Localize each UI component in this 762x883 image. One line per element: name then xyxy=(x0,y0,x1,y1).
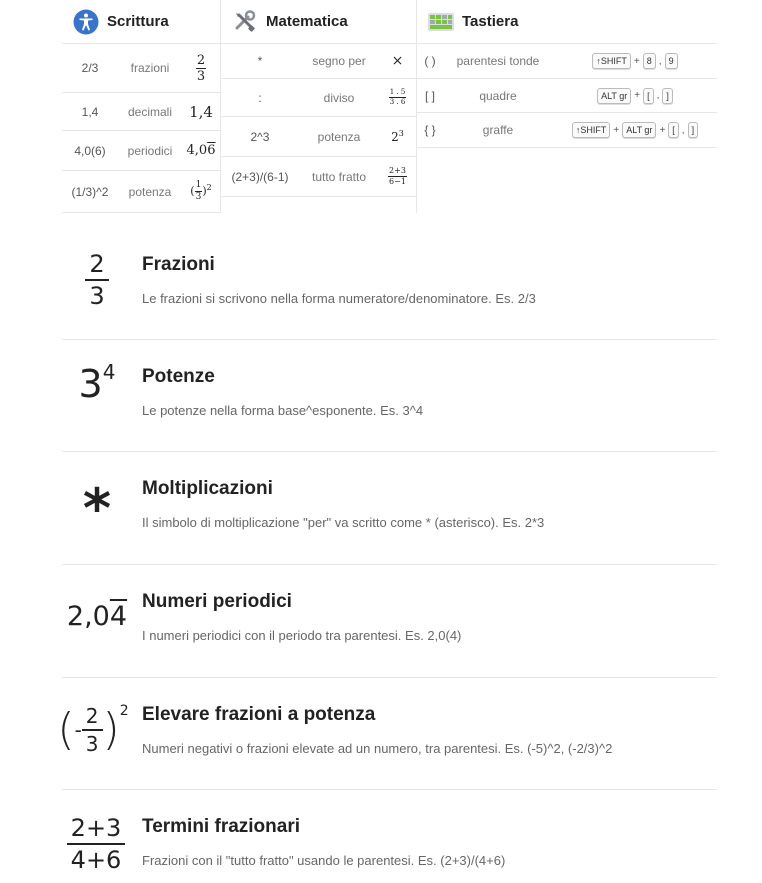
row-input: 1,4 xyxy=(81,104,99,119)
keyboard-icon xyxy=(427,8,455,36)
accessibility-icon xyxy=(72,8,100,36)
table-row xyxy=(62,171,220,213)
row-label: decimali xyxy=(127,104,172,119)
item-description: Numeri negativi o frazioni elevate ad un numero, tra parentesi. Es. (-5)^2, (-2/3)^2 xyxy=(142,741,613,756)
item-description: I numeri periodici con il periodo tra parentesi. Es. 2,0(4) xyxy=(142,628,462,643)
row-label: diviso xyxy=(323,90,355,105)
symbol-exponent: 4 xyxy=(102,360,116,384)
row-label: parentesi tonde xyxy=(456,54,540,68)
row-input: (1/3)^2 xyxy=(71,184,109,199)
scrittura-column xyxy=(62,0,220,213)
row-label: tutto fratto xyxy=(311,169,367,184)
row-result: × xyxy=(391,53,404,69)
key-plus: + xyxy=(613,124,620,136)
symbol-denominator: 3 xyxy=(85,732,99,756)
key-altgr: ALT gr xyxy=(622,122,656,138)
symbol-numerator: 2 xyxy=(82,706,103,731)
key-plus: + xyxy=(659,124,666,136)
compound-fraction-symbol xyxy=(56,814,136,872)
key-combo xyxy=(553,122,717,138)
scrittura-title: Scrittura xyxy=(107,13,169,30)
key-9: 9 xyxy=(665,53,678,69)
row-label: potenza xyxy=(317,129,361,144)
key-open-bracket: [ xyxy=(668,122,679,138)
key-combo xyxy=(553,88,717,104)
result-denominator: 3 . 6 xyxy=(389,98,406,106)
key-altgr: ALT gr xyxy=(597,88,631,104)
result-exponent: 2 xyxy=(206,182,212,192)
row-input: : xyxy=(258,90,262,105)
symbol-period: 4 xyxy=(109,601,128,632)
item-description: Il simbolo di moltiplicazione "per" va scritto come * (asterisco). Es. 2*3 xyxy=(142,515,545,530)
result-exponent: 3 xyxy=(398,129,404,138)
symbol-denominator: 4+6 xyxy=(70,846,122,874)
list-item-frazioni xyxy=(62,228,717,340)
row-input: 4,0(6) xyxy=(74,143,106,158)
table-row xyxy=(417,79,717,113)
item-title: Frazioni xyxy=(142,254,215,275)
item-description: Frazioni con il "tutto fratto" usando le parentesi. Es. (2+3)/(4+6) xyxy=(142,853,506,868)
row-label: quadre xyxy=(479,88,517,103)
item-title: Termini frazionari xyxy=(142,816,301,837)
result-denominator: 3 xyxy=(196,68,206,84)
symbol-numerator: 2+3 xyxy=(67,816,126,845)
result-numerator: 1 xyxy=(195,180,202,190)
key-separator: , xyxy=(656,90,660,101)
row-input: 2^3 xyxy=(250,129,270,144)
key-close-bracket: ] xyxy=(688,122,699,138)
result-numerator: 2 xyxy=(196,52,206,68)
symbol-open-paren: ( xyxy=(57,704,75,755)
tools-icon xyxy=(231,8,259,36)
symbol-minus: - xyxy=(74,718,82,742)
key-plus: + xyxy=(633,55,640,67)
power-symbol xyxy=(62,360,132,406)
key-separator: , xyxy=(681,124,685,136)
table-row xyxy=(62,131,220,171)
list-item-elevare-frazioni xyxy=(57,678,717,790)
key-shift: ↑SHIFT xyxy=(592,53,631,69)
result-base: 2 xyxy=(391,130,399,144)
fraction-power-symbol xyxy=(57,703,129,756)
row-label: potenza xyxy=(128,184,172,199)
result-period: 6 xyxy=(207,143,216,158)
row-label: periodici xyxy=(127,143,173,158)
fraction-symbol xyxy=(62,250,132,308)
row-input: * xyxy=(257,54,263,68)
asterisk-symbol: * xyxy=(82,477,112,540)
result-denominator: 6−1 xyxy=(389,177,406,186)
symbol-numerator: 2 xyxy=(85,252,108,281)
list-item-moltiplicazioni xyxy=(62,452,717,565)
row-label: frazioni xyxy=(130,61,170,75)
row-input: [ ] xyxy=(424,88,435,103)
key-8: 8 xyxy=(643,53,656,69)
item-title: Potenze xyxy=(142,366,215,387)
table-row xyxy=(221,157,416,197)
list-item-termini-frazionari xyxy=(62,790,717,883)
key-close-bracket: ] xyxy=(662,88,673,104)
table-row xyxy=(221,79,416,117)
table-row xyxy=(62,44,220,93)
matematica-header xyxy=(221,0,416,44)
symbol-close-paren: ) xyxy=(102,704,120,755)
tastiera-column xyxy=(417,0,717,148)
key-plus: + xyxy=(634,90,641,101)
list-item-numeri-periodici xyxy=(62,565,717,678)
table-row xyxy=(62,93,220,131)
row-result xyxy=(379,129,416,144)
symbol-denominator: 3 xyxy=(89,282,105,310)
row-input: { } xyxy=(424,123,436,137)
table-row xyxy=(221,44,416,79)
row-label: graffe xyxy=(482,123,514,137)
result-numerator: 2+3 xyxy=(389,166,406,175)
row-result: 1,4 xyxy=(189,102,213,121)
periodic-symbol xyxy=(57,603,137,630)
result-denominator: 3 xyxy=(195,192,202,202)
symbol-base: 3 xyxy=(78,362,103,406)
result-numerator: 1 . 5 xyxy=(389,88,406,96)
row-result xyxy=(182,54,220,83)
table-row xyxy=(417,113,717,148)
row-input: (2+3)/(6-1) xyxy=(231,169,289,184)
table-row xyxy=(417,44,717,79)
key-shift: ↑SHIFT xyxy=(572,122,611,138)
key-combo xyxy=(553,53,717,69)
table-row xyxy=(221,117,416,157)
matematica-column xyxy=(221,0,416,197)
item-description: Le frazioni si scrivono nella forma numeratore/denominatore. Es. 2/3 xyxy=(142,291,536,306)
row-label: segno per xyxy=(312,54,366,68)
item-title: Moltiplicazioni xyxy=(142,478,273,499)
row-result xyxy=(379,89,416,106)
symbol-base: 2,0 xyxy=(66,601,110,632)
row-result xyxy=(182,143,220,158)
item-description: Le potenze nella forma base^esponente. Es. 3^4 xyxy=(142,403,424,418)
result-base: 4,0 xyxy=(186,143,208,158)
tastiera-header xyxy=(417,0,717,44)
list-item-potenze xyxy=(62,340,717,452)
row-result: ( $\frac{1}{3}$ )$^2$ xyxy=(190,180,212,202)
row-result xyxy=(379,167,416,186)
key-separator: , xyxy=(658,55,662,67)
item-title: Numeri periodici xyxy=(142,591,292,612)
scrittura-header xyxy=(62,0,220,44)
symbol-exponent: 2 xyxy=(119,703,129,719)
matematica-title: Matematica xyxy=(266,13,348,30)
item-title: Elevare frazioni a potenza xyxy=(142,704,376,725)
key-open-bracket: [ xyxy=(643,88,654,104)
row-input: 2/3 xyxy=(81,61,99,75)
tastiera-title: Tastiera xyxy=(462,13,519,30)
row-input: ( ) xyxy=(424,54,436,68)
